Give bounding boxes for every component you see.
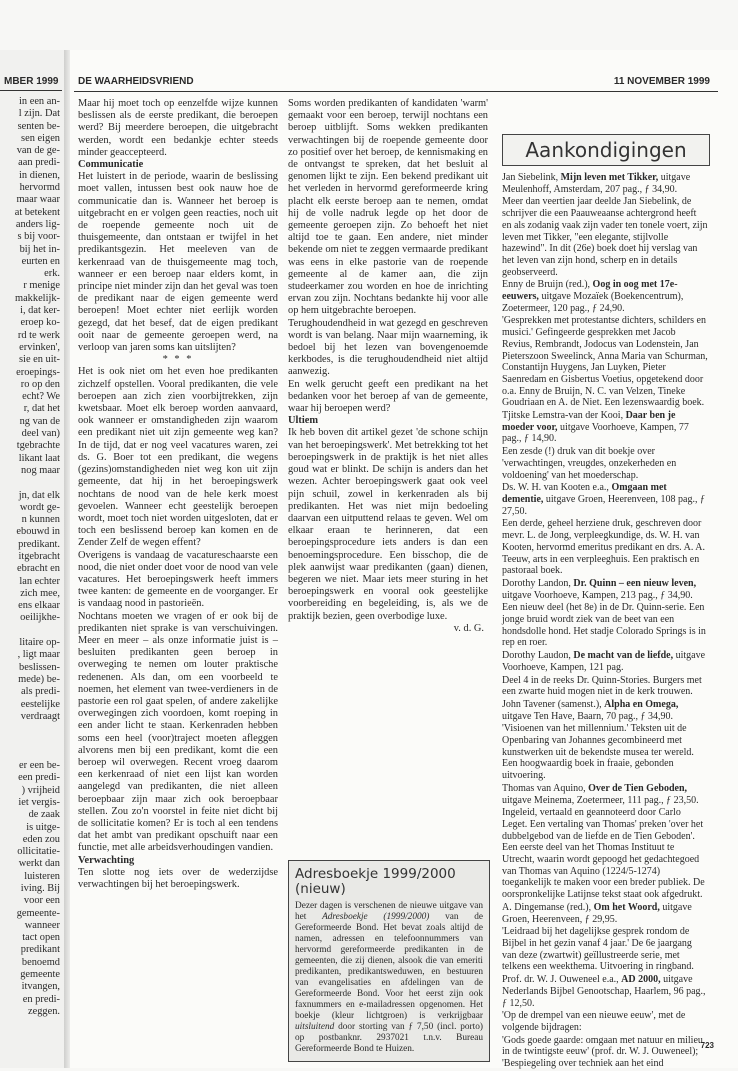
fragment-line: is uitge- bbox=[26, 821, 60, 833]
fragment-line: er een be- bbox=[19, 760, 60, 772]
fragment-line: wordt ge- bbox=[19, 501, 60, 513]
announcement-description: Deel 4 in de reeks Dr. Quinn-Stories. Burgers met een zwarte huid mogen niet in de kerk trouwen. bbox=[502, 674, 702, 698]
fragment-line: ebracht en bbox=[17, 563, 60, 575]
fragment-line: predikant bbox=[20, 944, 60, 956]
fragment-line: en predi- bbox=[22, 993, 60, 1005]
announcement-description: Een nieuw deel (het 8e) in de Dr. Quinn-serie. Een jonge bruid wordt ziek van de beet van een hondsdolle hond. Het stadje Colorado Springs is in rep en roer. bbox=[502, 602, 706, 649]
fragment-line: ebouwd in bbox=[16, 526, 60, 538]
fragment-line: i, dat ker- bbox=[20, 305, 60, 317]
fragment-line: ) vrijheid bbox=[21, 784, 60, 796]
fragment-line: litaire op- bbox=[19, 637, 60, 649]
page-number: 723 bbox=[700, 1041, 714, 1050]
fragment-line: oeilijkhe- bbox=[20, 612, 60, 624]
fragment-line: tact open bbox=[22, 932, 60, 944]
fragment-line: tgebrachte bbox=[16, 440, 60, 452]
previous-page-text bbox=[2, 96, 60, 1018]
paragraph: Overigens is vandaag de vacatureschaarste een nood, die niet onder doet voor de nood van vele vacatures. Het beroepingswerk heeft immers twee kanten: de gemeente en de voorganger. Er is vandaag nood in pastorieën. bbox=[78, 549, 278, 610]
announcement-description: 'Leidraad bij het dagelijkse gesprek rondom de Bijbel in het gezin vanaf 4 jaar.' De 6e jaargang van deze (zwartwit) geïllustreerde serie, met telkens een weekthema. Uitvoering in ringband. bbox=[502, 926, 694, 973]
fragment-line: ollicitatie- bbox=[17, 846, 60, 858]
subheading-ultiem: Ultiem bbox=[288, 415, 319, 427]
fragment-line bbox=[2, 625, 60, 637]
fragment-line: in dienen, bbox=[19, 169, 60, 181]
fragment-line: gemeente bbox=[20, 969, 60, 981]
announcement-description: 'Gesprekken met protestantse dichters, schilders en musici.' Gefingeerde gesprekken met Jacob Revius, Rembrandt, Jodocus van Lodenstein, Jan Pieterszoon Sweelinck, Anna Maria van Schurman, Constantijn Huygens, Jan Luyken, Pieter Saenredam en Gisbertus Voetius, opgetekend door o.a. Enny de Bruijn, N. C. van Velzen, Tineke Goudriaan en A. de Niet. Een lezenswaardig boek. bbox=[502, 315, 708, 409]
announcement-description: 'Gods goede gaarde: omgaan met natuur en milieu in de twintigste eeuw' (prof. dr. W. J. Ouweneel); 'Bespiegeling over techniek aan het eind bbox=[502, 1034, 703, 1070]
paragraph: Maar hij moet toch op eenzelfde wijze kunnen beslissen als de eerste predikant, die beroepen werd? Bij meerdere beroepen, die uitgebracht werden, wordt een bedankje echter steeds minder geaccepteerd. bbox=[78, 98, 278, 158]
section-divider: * * * bbox=[162, 354, 194, 366]
fragment-line: , ligt maar bbox=[17, 649, 60, 661]
announcement-item: Enny de Bruijn (red.), Oog in oog met 17e-eeuwers, uitgave Mozaïek (Boekencentrum), Zoetermeer, 120 pag., ƒ 24,90. bbox=[502, 279, 684, 314]
fragment-line: itgebracht bbox=[18, 550, 60, 562]
fragment-line: senten be- bbox=[17, 120, 60, 132]
fragment-line: l zijn. Dat bbox=[18, 108, 60, 120]
fragment-line: bij het in- bbox=[19, 243, 60, 255]
paragraph: Het is ook niet om het even hoe predikanten zichzelf opstellen. Vooral predikanten, die vele beroepen aan zich zien voorbijtrekken, zijn kwetsbaar. Moet elk beroep worden aanvaard, ook wanneer er omstandigheden zijn waarom een predikant niet uit zijn gemeente weg kan? In de tijd, dat er nog veel vacatures waren, zei ds. G. Boer tot een predikant, die wegens (gezins)omstandigheden niet weg kon uit zijn gemeente, dat hij in het beroepingswerk nochtans de nood van de hele kerk moest gevoelen. Wanneer echt geestelijk beroepen wordt, moet toch niet worden uitgesloten, dat er toch een beslissend beroep kan komen en de Zender Zelf de wegen effent? bbox=[78, 366, 278, 549]
fragment-line: itvangen, bbox=[21, 981, 60, 993]
fragment-line: sen eigen bbox=[21, 132, 60, 144]
fragment-line: beslissen- bbox=[19, 661, 60, 673]
header-rule bbox=[74, 91, 718, 92]
announcement-description: 'Visioenen van het millennium.' Teksten uit de Openbaring van Johannes gecombineerd met kunstwerken uit de bekendste musea ter wereld. Een hoogwaardig boek in fraaie, gebonden uitvoering. bbox=[502, 723, 694, 782]
fragment-line: r menige bbox=[23, 280, 60, 292]
announcement-item: John Tavener (samenst.), Alpha en Omega, uitgave Ten Have, Baarn, 70 pag., ƒ 34,90. bbox=[502, 698, 679, 722]
previous-page-rule bbox=[0, 90, 62, 91]
fragment-line bbox=[2, 477, 60, 489]
page-header bbox=[78, 76, 718, 87]
fragment-line: n kunnen bbox=[21, 514, 60, 526]
announcements-title: Aankondigingen bbox=[502, 134, 710, 166]
fragment-line: verdraagt bbox=[20, 710, 60, 722]
paragraph: En welk gerucht geeft een predikant na het bedanken voor het beroep af van de gemeente, waar hij beroepen werd? bbox=[288, 378, 488, 415]
article-column-2 bbox=[288, 98, 488, 635]
fragment-line: benoemd bbox=[21, 956, 60, 968]
subheading-verwachting: Verwachting bbox=[78, 854, 135, 866]
announcement-item: Thomas van Aquino, Over de Tien Geboden, uitgave Meinema, Zoetermeer, 111 pag., ƒ 23,50. bbox=[502, 782, 699, 806]
fragment-line: deel van) bbox=[21, 428, 60, 440]
fragment-line: nog maar bbox=[21, 464, 60, 476]
fragment-line: wanneer bbox=[24, 919, 60, 931]
announcement-item: Dorothy Landon, Dr. Quinn – een nieuw leven, uitgave Voorhoeve, Kampen, 213 pag., ƒ 34,90. bbox=[502, 577, 697, 601]
paragraph: Soms worden predikanten of kandidaten 'warm' gemaakt voor een beroep, terwijl nochtans een beroep uitblijft. Soms wekken predikanten verwachtingen bij de roepende gemeente door zo positief over het beroep, de kennismaking en de ontvangst te spreken, dat het besluit al genomen lijkt te zijn. Een bekend predikant uit het verleden in hervormd gereformeerde kring placht elk eerste beroep aan te nemen, omdat hij de volle nadruk legde op het door de gemeente geroepen zijn. Zo behoeft het niet altijd toe te gaan. Een andere, niet minder bekende om niet te zeggen vermaarde predikant was eens in elke pastorie van de roepende gemeente al de kamer aan, die zijn studeerkamer zou worden en hoe de inrichting ervan zou zijn. Nochtans bedankte hij voor alle op hem uitgebrachte beroepen. bbox=[288, 98, 488, 317]
fragment-line: ro op den bbox=[20, 378, 60, 390]
fragment-line: likant laat bbox=[18, 452, 60, 464]
fragment-line: ens elkaar bbox=[18, 600, 60, 612]
announcement-item: Dorothy Laudon, De macht van de liefde, uitgave Voorhoeve, Kampen, 121 pag. bbox=[502, 650, 706, 673]
adresboekje-notice bbox=[288, 860, 490, 1062]
announcements-list bbox=[502, 172, 708, 1071]
announcement-description: Ingeleid, vertaald en geannoteerd door Carlo Leget. Een vertaling van Thomas' preken 'over het dubbelgebod van de liefde en de Tien Geboden'. Een eerste deel van het Thomas Instituut te Utrecht, waarin wordt gepoogd het gedachtegoed van Thomas van Aquino (1224/5-1274) toegankelijk te maken voor een breder publiek. De oorspronkelijke Latijnse tekst staat ook afgedrukt. bbox=[502, 807, 705, 901]
fragment-line: eestelijke bbox=[20, 698, 60, 710]
fragment-line: in een an- bbox=[19, 96, 60, 107]
fragment-line bbox=[2, 735, 60, 747]
issue-date: 11 NOVEMBER 1999 bbox=[613, 76, 710, 87]
paragraph: Het luistert in de periode, waarin de beslissing moet vallen, intussen best ook nauw hoe de communicatie dan is. Wanneer het beroep is uitgebracht en er volgen geen reacties, noch uit de roepende gemeente noch uit de thuisgemeente, dan ontstaan er twijfel in het predikantsgezin. Het meeleven van de kerkenraad van de thuisgemeente mag toch, wanneer er een beroep naar elders komt, in principe niet minder zijn dan het geval was toen de predikant naar de eigen gemeente werd beroepen! Moet echter niet eerlijk worden gezegd, dat het besef, dat de eigen predikant ooit naar de gemeente geroepen werd, na verloop van jaren soms kan uitslijten? bbox=[78, 171, 278, 354]
fragment-line bbox=[2, 723, 60, 735]
fragment-line: gemeente- bbox=[16, 907, 60, 919]
fragment-line: maar waar bbox=[16, 194, 60, 206]
paragraph: Ten slotte nog iets over de wederzijdse verwachtingen bij het beroepingswerk. bbox=[78, 866, 278, 890]
fragment-line: een predi- bbox=[18, 772, 60, 784]
fragment-line: voor een bbox=[23, 895, 60, 907]
fragment-line: mede) be- bbox=[18, 673, 60, 685]
fragment-line: hervormd bbox=[19, 182, 60, 194]
announcement-description: Een derde, geheel herziene druk, geschreven door mevr. L. de Jong, verpleegkundige, ds. W. H. van Kooten, hervormd emeritus predikant en drs. A. A. Teeuw, arts in een verpleeghuis. Een praktisch en pastoraal boek. bbox=[502, 518, 706, 577]
fragment-line: zich mee, bbox=[20, 587, 60, 599]
paragraph: Terughoudendheid in wat gezegd en geschreven wordt is van belang. Naar mijn waarneming, ik bedoel bij het lezen van bovengenoemde kerkbodes, is die terughoudendheid niet altijd aanwezig. bbox=[288, 317, 488, 378]
subheading-communicatie: Communicatie bbox=[78, 159, 144, 171]
announcement-description: Een zesde (!) druk van dit boekje over 'verwachtingen, vreugdes, onzekerheden en voldoening' van het moederschap. bbox=[502, 446, 677, 481]
fragment-line: de zaak bbox=[28, 809, 60, 821]
notice-title: Adresboekje 1999/2000 (nieuw) bbox=[295, 866, 456, 897]
fragment-line: ervinken', bbox=[19, 341, 60, 353]
paragraph: Nochtans moeten we vragen of er ook bij de predikanten niet sprake is van verschuivingen. Meer en meer – als onze informatie juist is – besluiten predikanten geen beroep in overweging te nemen om louter praktische redenenen. Als dan, om een voorbeeld te noemen, het element van twee-verdieners in de pastorie een rol gaat spelen, of andere zakelijke overwegingen zich voordoen, komt roeping in een ander licht te staan. Kerkenraden hebben soms een heel (voor)traject moeten afleggen alvorens men bij een predikant, komt die een beroep wil overwegen. Recent vroeg daarom een kerkenraad of niet een lijst kan worden aangelegd van predikanten, die niet alleen beroepbaar zijn maar zich ook beroepbaar stellen. Zou zo'n voorstel in feite niet dicht bij de sollicitatie komen? Er is toch al een tendens dat het ambt van predikant opschuift naar een functie, met alle arbeidsverhoudingen vandien. bbox=[78, 610, 278, 854]
fragment-line: aan predi- bbox=[18, 157, 60, 169]
fragment-line: iving. Bij bbox=[20, 883, 60, 894]
fragment-line: ng van de bbox=[19, 415, 60, 427]
fragment-line: iet vergis- bbox=[18, 796, 60, 808]
announcement-item: Prof. dr. W. J. Ouweneel e.a., AD 2000, uitgave Nederlands Bijbel Genootschap, Haarlem, 96 pag., ƒ 12,50. bbox=[502, 974, 706, 1009]
fragment-line: s bij voor- bbox=[17, 231, 60, 243]
fragment-line: luisteren bbox=[24, 870, 60, 882]
announcement-item: Jan Siebelink, Mijn leven met Tikker, uitgave Meulenhoff, Amsterdam, 207 pag., ƒ 34,90. bbox=[502, 172, 691, 195]
fragment-line: eroep ko- bbox=[20, 317, 60, 329]
fragment-line: makkelijk- bbox=[14, 292, 60, 304]
announcement-item: Tjitske Lemstra-van der Kooi, Daar ben je moeder voor, uitgave Voorhoeve, Kampen, 77 pag., ƒ 14,90. bbox=[502, 410, 689, 445]
article-column-1 bbox=[78, 98, 278, 891]
fragment-line: predikant. bbox=[18, 538, 60, 550]
paragraph: Ik heb boven dit artikel gezet 'de schone schijn van het beroepingswerk'. Met betrekking tot het beroepingswerk in de praktijk is het niet alles goud wat er blinkt. De schijn is anders dan het wezen. Achter beroepingswerk gaat ook veel pijn schuil, zowel in kerkenraden als bij predikanten. Het was niet mijn bedoeling daarvan een uitputtend relaas te geven. Wel om elkaar eraan te herinneren, dat een beroepingsprocedure iets anders is dan een benoemingsprocedure. Een bisschop, die de plek aanwijst waar predikanten (gaan) dienen, begeren we niet. Maar iets meer sturing in het beroepingswerk en vooral ook geestelijke voorbereiding en begeleiding, is, als we de praktijk bezien, geen overbodige luxe. bbox=[288, 427, 488, 622]
announcement-item: A. Dingemanse (red.), Om het Woord, uitgave Groen, Heerenveen, ƒ 29,95. bbox=[502, 901, 692, 925]
fragment-line: rd te werk bbox=[17, 329, 60, 341]
newspaper-page bbox=[70, 50, 738, 1068]
fragment-line: eroepings- bbox=[16, 366, 60, 378]
fragment-line: werkt dan bbox=[18, 858, 60, 870]
fragment-line: echt? We bbox=[22, 391, 60, 403]
fragment-line: van de ge- bbox=[16, 145, 60, 157]
author-signature: v. d. G. bbox=[453, 622, 484, 634]
announcement-item: Ds. W. H. van Kooten e.a., Omgaan met dementie, uitgave Groen, Heerenveen, 108 pag., ƒ 27,50. bbox=[502, 482, 705, 517]
fragment-line: r, dat het bbox=[23, 403, 60, 415]
publication-name: DE WAARHEIDSVRIEND bbox=[78, 76, 194, 87]
fragment-line bbox=[2, 748, 60, 760]
fragment-line: jn, dat elk bbox=[18, 489, 60, 501]
announcement-description: 'Op de drempel van een nieuwe eeuw', met de volgende bijdragen: bbox=[502, 1010, 686, 1033]
fragment-line: eurten en bbox=[21, 255, 60, 267]
fragment-line: sie en uit- bbox=[19, 354, 60, 366]
fragment-line: erk. bbox=[44, 268, 60, 280]
previous-page-header: MBER 1999 bbox=[4, 76, 59, 87]
fragment-line: eden zou bbox=[22, 833, 60, 845]
fragment-line: at betekent bbox=[14, 206, 60, 218]
previous-page-fragment bbox=[0, 50, 64, 1068]
fragment-line: lan echter bbox=[19, 575, 60, 587]
fragment-line: anders lig- bbox=[15, 218, 60, 230]
notice-body: Dezer dagen is verschenen de nieuwe uitgave van het Adresboekje (1999/2000) van de Gereformeerde Bond. Het bevat zoals altijd de namen, adressen en telefoonnummers van hervormd gereformeerde predikanten in de gemeenten, die zij dienen, alsook die van emeriti predikanten, predikantsweduwen, en bestuuren van evangelisaties en afdelingen van de Gereformeerde Bond. Voor het eerst zijn ook faxnummers en e-mailadressen opgenomen. Het boekje (kleur lichtgroen) is verkrijgbaar uitsluitend door storting van ƒ 7,50 (incl. porto) op postbanknr. 2937021 t.n.v. Bureau Gereformeerde Bond te Huizen. bbox=[295, 901, 483, 1054]
fragment-line: als predi- bbox=[21, 686, 60, 698]
announcement-description: Meer dan veertien jaar deelde Jan Siebelink, de schrijver die een Paauweaanse achtergrond heeft en als zodanig vaak zijn vader ten tonele voert, zijn leven met Tikker, "een elegante, stijlvolle hazewind". In dit (26e) boek doet hij verslag van het leven van zijn hond, scherp en in details geobserveerd. bbox=[502, 196, 708, 278]
fragment-line: zeggen. bbox=[27, 1005, 60, 1017]
